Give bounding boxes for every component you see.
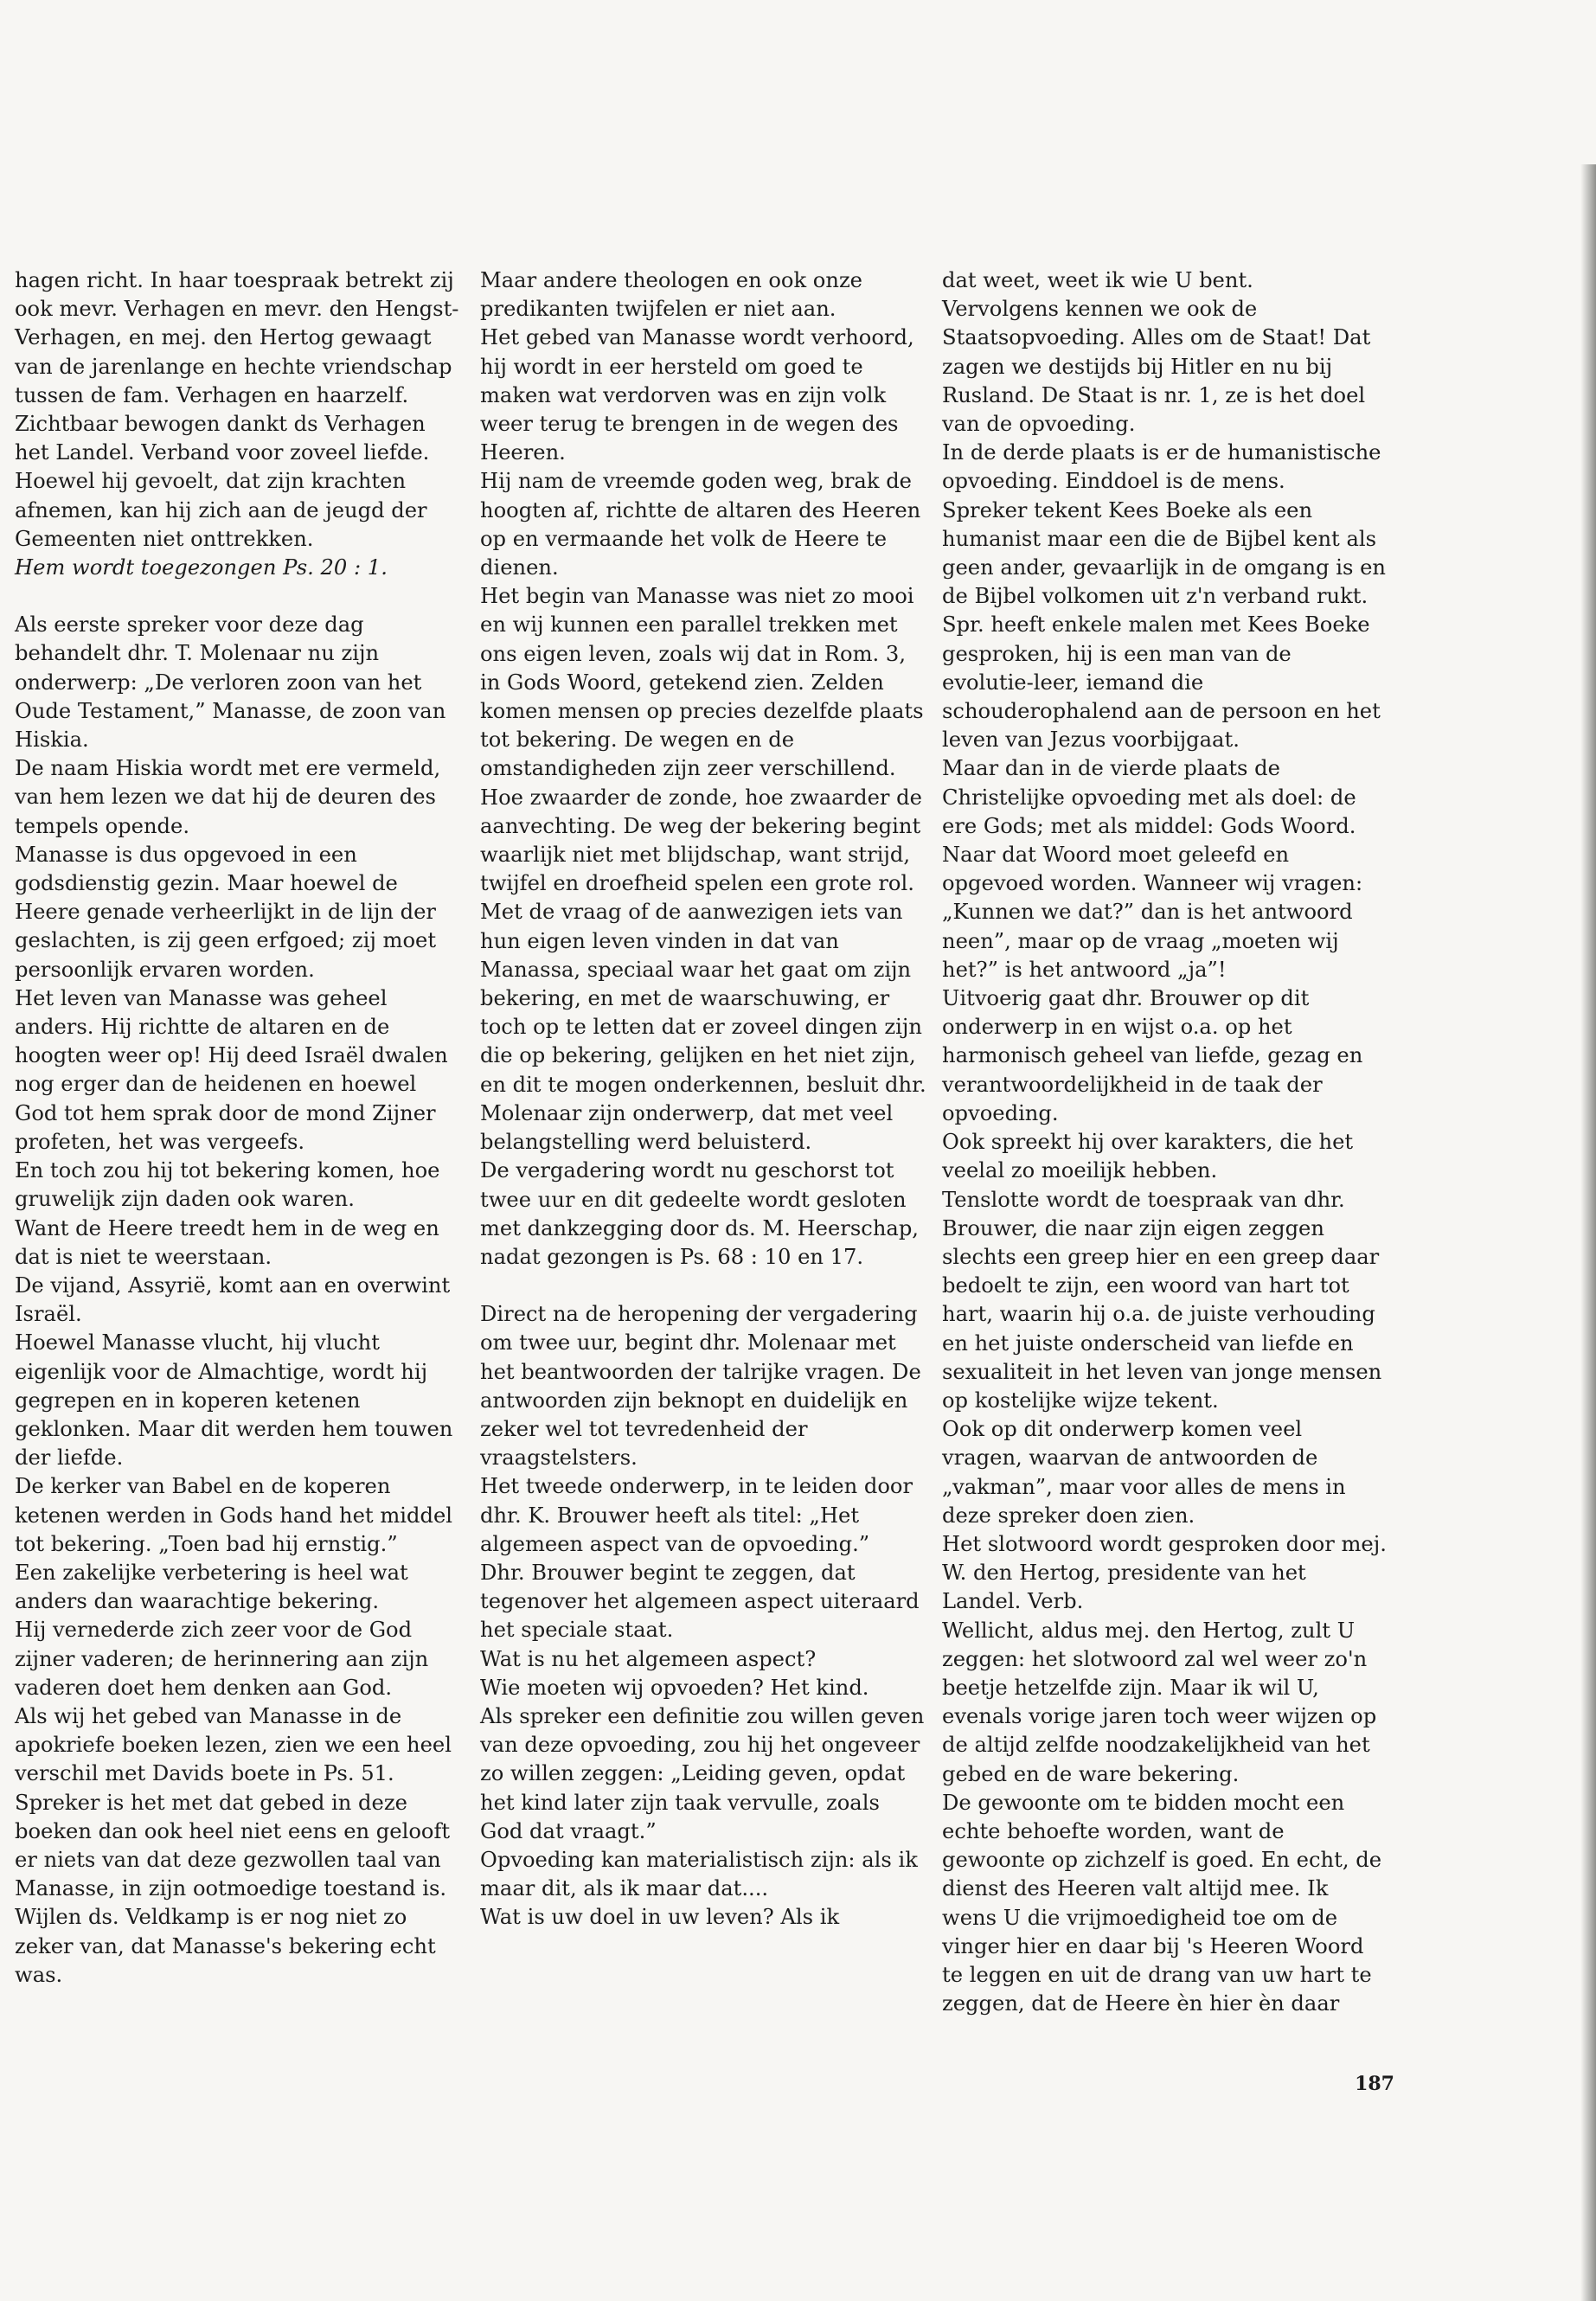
paragraph: Zichtbaar bewogen dankt ds Verhagen het Landel. Verband voor zoveel liefde. Hoewel hij gevoelt, dat zijn krachten afnemen, kan hij zich aan de jeugd der Gemeenten niet onttrekken.	[15, 412, 430, 551]
paragraph: De kerker van Babel en de koperen ketenen werden in Gods hand het middel tot bekering. „Toen bad hij ernstig.”	[15, 1474, 453, 1556]
paragraph: Het tweede onderwerp, in te leiden door dhr. K. Brouwer heeft als titel: „Het algemeen aspect van de opvoeding.”	[480, 1474, 913, 1556]
paragraph: De gewoonte om te bidden mocht een echte behoefte worden, want de gewoonte op zichzelf is goed. En echt, de dienst des Heeren valt altijd mee. Ik wens U die vrijmoedigheid toe om de vinger hier en daar bij 's Heeren Woord te leggen en uit de drang van uw hart te zeggen, dat de Heere èn hier èn daar	[942, 1790, 1382, 2016]
paragraph: Wijlen ds. Veldkamp is er nog niet zo zeker van, dat Manasse's bekering echt was.	[15, 1905, 436, 1987]
paragraph: Maar andere theologen en ook onze predikanten twijfelen er niet aan.	[480, 268, 863, 322]
paragraph: Want de Heere treedt hem in de weg en dat is niet te weerstaan.	[15, 1215, 439, 1269]
paragraph: Hij nam de vreemde goden weg, brak de hoogten af, richtte de altaren des Heeren op en vermaande het volk de Heere te dienen.	[480, 469, 921, 580]
paragraph: Ook spreekt hij over karakters, die het veelal zo moeilijk hebben.	[942, 1130, 1354, 1183]
paragraph: De vergadering wordt nu geschorst tot twee uur en dit gedeelte wordt gesloten met dankzegging door ds. M. Heerschap, nadat gezongen is Ps. 68 : 10 en 17.	[480, 1158, 919, 1269]
text-column-3	[942, 266, 1388, 2018]
paragraph: Spr. heeft enkele malen met Kees Boeke gesproken, hij is een man van de evolutie-leer, iemand die schouderophalend aan de persoon en het leven van Jezus voorbijgaat.	[942, 612, 1381, 753]
paragraph: Het slotwoord wordt gesproken door mej. W. den Hertog, presidente van het Landel. Verb.	[942, 1531, 1387, 1614]
paragraph: Wie moeten wij opvoeden? Het kind.	[480, 1675, 869, 1700]
page-number: 187	[1355, 2073, 1394, 2095]
paragraph: Manasse is dus opgevoed in een godsdienstig gezin. Maar hoewel de Heere genade verheerlijkt in de lijn der geslachten, is zij geen erfgoed; zij moet persoonlijk ervaren worden.	[15, 842, 437, 982]
paragraph: De naam Hiskia wordt met ere vermeld, van hem lezen we dat hij de deuren des tempels opende.	[15, 756, 441, 838]
paragraph: Wellicht, aldus mej. den Hertog, zult U zeggen: het slotwoord zal wel weer zo'n beetje hetzelfde zijn. Maar ik wil U, evenals vorige jaren toch weer wijzen op de altijd zelfde noodzakelijkheid van het gebed en de ware bekering.	[942, 1618, 1377, 1786]
paragraph: Opvoeding kan materialistisch zijn: als ik maar dit, als ik maar dat....	[480, 1847, 918, 1901]
paragraph: Als wij het gebed van Manasse in de apokriefe boeken lezen, zien we een heel verschil met Davids boete in Ps. 51.	[15, 1703, 452, 1786]
paragraph: Direct na de heropening der vergadering om twee uur, begint dhr. Molenaar met het beantwoorden der talrijke vragen. De antwoorden zijn beknopt en duidelijk en zeker wel tot tevredenheid der vraagstelsters.	[480, 1302, 921, 1471]
paragraph: Het leven van Manasse was geheel anders. Hij richtte de altaren en de hoogten weer op! Hij deed Israël dwalen nog erger dan de heidenen en hoewel God tot hem sprak door de mond Zijner profeten, het was vergeefs.	[15, 985, 448, 1154]
paragraph: Dhr. Brouwer begint te zeggen, dat tegenover het algemeen aspect uiteraard het speciale staat.	[480, 1560, 920, 1643]
paragraph: Vervolgens kennen we ook de Staatsopvoeding. Alles om de Staat! Dat zagen we destijds bij Hitler en nu bij Rusland. De Staat is nr. 1, ze is het doel van de opvoeding.	[942, 297, 1371, 437]
paragraph: Naar dat Woord moet geleefd en opgevoed worden. Wanneer wij vragen: „Kunnen we dat?” dan is het antwoord neen”, maar op de vraag „moeten wij het?” is het antwoord „ja”!	[942, 843, 1363, 982]
paragraph: Hij vernederde zich zeer voor de God zijner vaderen; de herinnering aan zijn vaderen doet hem denken aan God.	[15, 1618, 429, 1700]
paragraph: Het gebed van Manasse wordt verhoord, hij wordt in eer hersteld om goed te maken wat verdorven was en zijn volk weer terug te brengen in de wegen des Heeren.	[480, 325, 914, 465]
text-column-2	[480, 266, 926, 1932]
paragraph: Als eerste spreker voor deze dag behandelt dhr. T. Molenaar nu zijn onderwerp: „De verloren zoon van het Oude Testament,” Manasse, de zoon van Hiskia.	[15, 612, 446, 753]
paragraph: Hem wordt toegezongen Ps. 20 : 1.	[15, 555, 388, 580]
paragraph: Wat is uw doel in uw leven? Als ik	[480, 1905, 840, 1930]
paragraph: Ook op dit onderwerp komen veel vragen, waarvan de antwoorden de „vakman”, maar voor alles de mens in deze spreker doen zien.	[942, 1417, 1346, 1528]
paragraph: Wat is nu het algemeen aspect?	[480, 1646, 817, 1671]
paragraph: dat weet, weet ik wie U bent.	[942, 268, 1253, 292]
scan-edge-shadow	[1580, 164, 1596, 2301]
paragraph: Een zakelijke verbetering is heel wat anders dan waarachtige bekering.	[15, 1560, 408, 1614]
paragraph: Hoewel Manasse vlucht, hij vlucht eigenlijk voor de Almachtige, wordt hij gegrepen en in koperen ketenen geklonken. Maar dit werden hem touwen der liefde.	[15, 1330, 453, 1471]
paragraph: Met de vraag of de aanwezigen iets van hun eigen leven vinden in dat van Manassa, speciaal waar het gaat om zijn bekering, en met de waarschuwing, er toch op te letten dat er zoveel dingen zijn die op bekering, gelijken en het niet zijn, en dit te mogen onderkennen, besluit dhr. Molenaar zijn onderwerp, dat met veel belangstelling werd beluisterd.	[480, 900, 926, 1155]
text-column-1	[15, 266, 461, 1990]
paragraph: Spreker is het met dat gebed in deze boeken dan ook heel niet eens en gelooft er niets van dat deze gezwollen taal van Manasse, in zijn ootmoedige toestand is.	[15, 1790, 451, 1901]
paragraph: hagen richt. In haar toespraak betrekt zij ook mevr. Verhagen en mevr. den Hengst-Verhagen, en mej. den Hertog gewaagt van de jarenlange en hechte vriendschap tussen de fam. Verhagen en haarzelf.	[15, 268, 459, 407]
paragraph: De vijand, Assyrië, komt aan en overwint Israël.	[15, 1272, 451, 1327]
paragraph: In de derde plaats is er de humanistische opvoeding. Einddoel is de mens.	[942, 440, 1381, 494]
paragraph: Spreker tekent Kees Boeke als een humanist maar een die de Bijbel kent als geen ander, gevaarlijk in de omgang is en de Bijbel volkomen uit z'n verband rukt.	[942, 497, 1387, 609]
paragraph: Uitvoerig gaat dhr. Brouwer op dit onderwerp in en wijst o.a. op het harmonisch geheel van liefde, gezag en verantwoordelijkheid in de taak der opvoeding.	[942, 986, 1363, 1125]
paragraph: Het begin van Manasse was niet zo mooi en wij kunnen een parallel trekken met ons eigen leven, zoals wij dat in Rom. 3, in Gods Woord, getekend zien. Zelden komen mensen op precies dezelfde plaats tot bekering. De wegen en de omstandigheden zijn zeer verschillend.	[480, 584, 924, 781]
paragraph: Hoe zwaarder de zonde, hoe zwaarder de aanvechting. De weg der bekering begint waarlijk niet met blijdschap, want strijd, twijfel en droefheid spelen een grote rol.	[480, 785, 922, 896]
paragraph: En toch zou hij tot bekering komen, hoe gruwelijk zijn daden ook waren.	[15, 1158, 440, 1212]
paragraph: Als spreker een definitie zou willen geven van deze opvoeding, zou hij het ongeveer zo willen zeggen: „Leiding geven, opdat het kind later zijn taak vervulle, zoals God dat vraagt.”	[480, 1703, 925, 1843]
paragraph: Tenslotte wordt de toespraak van dhr. Brouwer, die naar zijn eigen zeggen slechts een greep hier en een greep daar bedoelt te zijn, een woord van hart tot hart, waarin hij o.a. de juiste verhouding en het juiste onderscheid van liefde en sexualiteit in het leven van jonge mensen op kostelijke wijze tekent.	[942, 1187, 1382, 1413]
paragraph: Maar dan in de vierde plaats de Christelijke opvoeding met als doel: de ere Gods; met als middel: Gods Woord.	[942, 756, 1356, 838]
